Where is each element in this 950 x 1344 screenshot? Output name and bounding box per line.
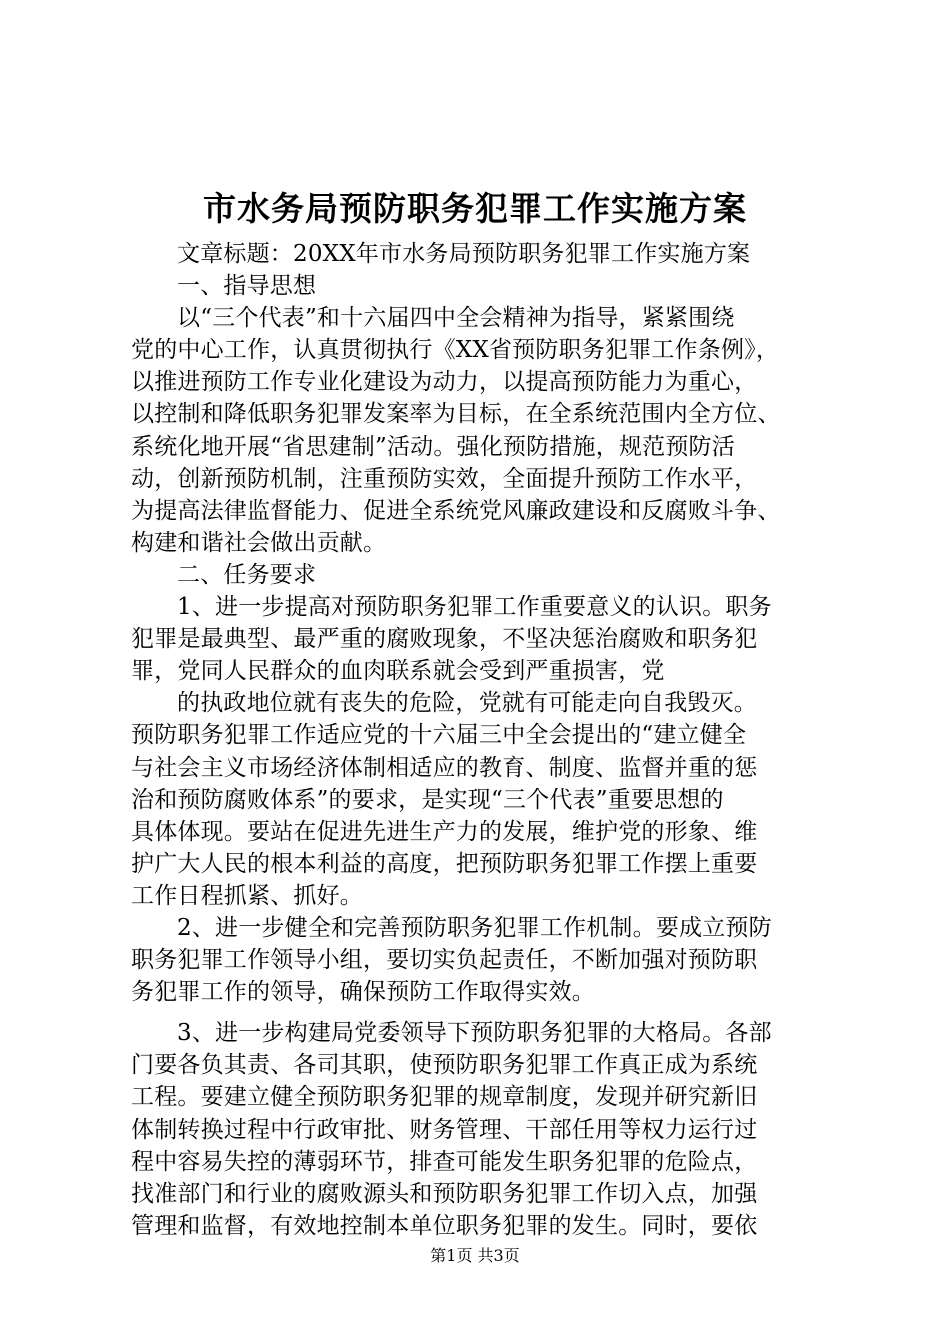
- paragraph-line: 门要各负其责、各司其职，使预防职务犯罪工作真正成为系统: [131, 1052, 758, 1079]
- section-heading: 一、指导思想: [177, 273, 317, 300]
- paragraph-line: 与社会主义市场经济体制相适应的教育、制度、监督并重的惩: [131, 754, 758, 781]
- paragraph-line: 罪，党同人民群众的血肉联系就会受到严重损害，党: [131, 658, 665, 685]
- document-body: [131, 238, 831, 1242]
- paragraph-line: 动，创新预防机制，注重预防实效，全面提升预防工作水平，: [131, 465, 758, 492]
- paragraph-line: 系统化地开展“省思建制”活动。强化预防措施，规范预防活: [131, 433, 735, 460]
- paragraph-line: 治和预防腐败体系”的要求，是实现“三个代表”重要思想的: [131, 786, 724, 813]
- page-number-footer: 第1页 共3页: [430, 1246, 520, 1265]
- paragraph-line: 预防职务犯罪工作适应党的十六届三中全会提出的“建立健全: [131, 722, 747, 749]
- paragraph-line: 工作日程抓紧、抓好。: [131, 882, 363, 909]
- article-title-line: 文章标题：20XX年市水务局预防职务犯罪工作实施方案: [177, 241, 751, 267]
- paragraph-line: 1、进一步提高对预防职务犯罪工作重要意义的认识。职务: [177, 594, 772, 621]
- paragraph-line: 具体体现。要站在促进先进生产力的发展，维护党的形象、维: [131, 818, 758, 845]
- paragraph-line: 党的中心工作，认真贯彻执行《XX省预防职务犯罪工作条例》，: [131, 337, 780, 364]
- section-heading: 二、任务要求: [177, 561, 317, 588]
- paragraph-line: 程中容易失控的薄弱环节，排查可能发生职务犯罪的危险点，: [131, 1148, 758, 1175]
- paragraph-line: 以推进预防工作专业化建设为动力，以提高预防能力为重心，: [131, 369, 758, 396]
- paragraph-line: 以控制和降低职务犯罪发案率为目标，在全系统范围内全方位、: [131, 401, 781, 428]
- paragraph-line: 3、进一步构建局党委领导下预防职务犯罪的大格局。各部: [177, 1020, 772, 1047]
- paragraph-line: 护广大人民的根本利益的高度，把预防职务犯罪工作摆上重要: [131, 850, 758, 877]
- paragraph-line: 的执政地位就有丧失的危险，党就有可能走向自我毁灭。: [177, 690, 757, 717]
- document-title: 市水务局预防职务犯罪工作实施方案: [203, 189, 747, 228]
- paragraph-line: 务犯罪工作的领导，确保预防工作取得实效。: [131, 979, 595, 1006]
- paragraph-line: 工程。要建立健全预防职务犯罪的规章制度，发现并研究新旧: [131, 1084, 758, 1111]
- paragraph-line: 2、进一步健全和完善预防职务犯罪工作机制。要成立预防: [177, 914, 772, 941]
- paragraph-line: 构建和谐社会做出贡献。: [131, 529, 387, 556]
- paragraph-line: 犯罪是最典型、最严重的腐败现象，不坚决惩治腐败和职务犯: [131, 626, 758, 653]
- paragraph-line: 管理和监督，有效地控制本单位职务犯罪的发生。同时，要依: [131, 1212, 758, 1239]
- paragraph-line: 找准部门和行业的腐败源头和预防职务犯罪工作切入点，加强: [131, 1180, 758, 1207]
- paragraph-line: 为提高法律监督能力、促进全系统党风廉政建设和反腐败斗争、: [131, 497, 781, 524]
- paragraph-line: 体制转换过程中行政审批、财务管理、干部任用等权力运行过: [131, 1116, 758, 1143]
- paragraph-line: 职务犯罪工作领导小组，要切实负起责任，不断加强对预防职: [131, 947, 758, 974]
- paragraph-line: 以“三个代表”和十六届四中全会精神为指导，紧紧围绕: [177, 305, 735, 332]
- paragraph-gap: [131, 1008, 831, 1017]
